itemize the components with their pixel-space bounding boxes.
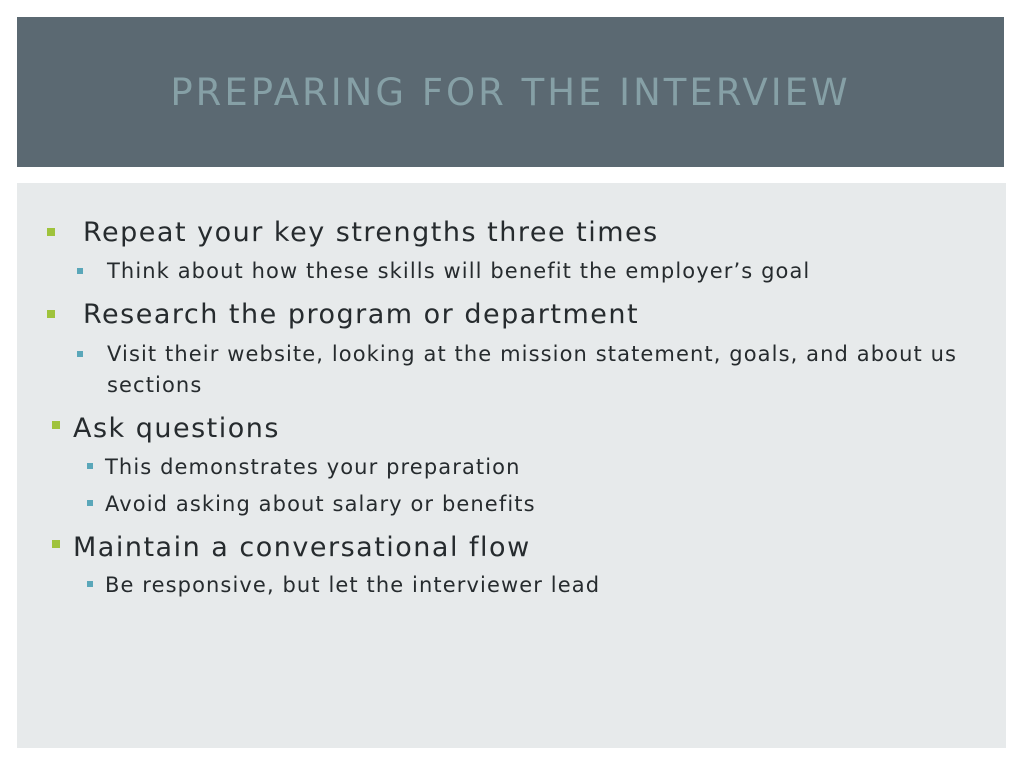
bullet-item xyxy=(47,216,659,249)
sub-bullet-item xyxy=(77,339,977,401)
content-panel xyxy=(17,183,1006,748)
square-bullet-icon xyxy=(47,310,55,318)
sub-bullet-text: Think about how these skills will benefit the employer’s goal xyxy=(107,259,811,283)
square-bullet-icon xyxy=(47,228,55,236)
bullet-item xyxy=(52,412,280,445)
sub-bullet-item xyxy=(87,489,536,520)
sub-bullet-item xyxy=(87,452,521,483)
sub-bullet-text: This demonstrates your preparation xyxy=(105,455,521,479)
bullet-text: Ask questions xyxy=(73,413,280,444)
square-bullet-icon xyxy=(87,581,93,587)
square-bullet-icon xyxy=(87,463,93,469)
sub-bullet-item xyxy=(77,256,977,287)
bullet-item xyxy=(52,531,531,564)
sub-bullet-text: Avoid asking about salary or benefits xyxy=(105,492,536,516)
square-bullet-icon xyxy=(52,540,60,548)
square-bullet-icon xyxy=(52,421,60,429)
sub-bullet-text: Visit their website, looking at the mission statement, goals, and about us sections xyxy=(107,342,958,397)
square-bullet-icon xyxy=(77,268,83,274)
square-bullet-icon xyxy=(77,351,83,357)
bullet-text: Maintain a conversational flow xyxy=(73,532,531,563)
sub-bullet-text: Be responsive, but let the interviewer lead xyxy=(105,573,601,597)
slide-title: PREPARING FOR THE INTERVIEW xyxy=(170,70,851,114)
square-bullet-icon xyxy=(87,500,93,506)
bullet-text: Research the program or department xyxy=(83,299,640,330)
bullet-item xyxy=(47,298,639,331)
bullet-text: Repeat your key strengths three times xyxy=(83,217,659,248)
title-bar xyxy=(17,17,1004,167)
sub-bullet-item xyxy=(87,570,600,601)
